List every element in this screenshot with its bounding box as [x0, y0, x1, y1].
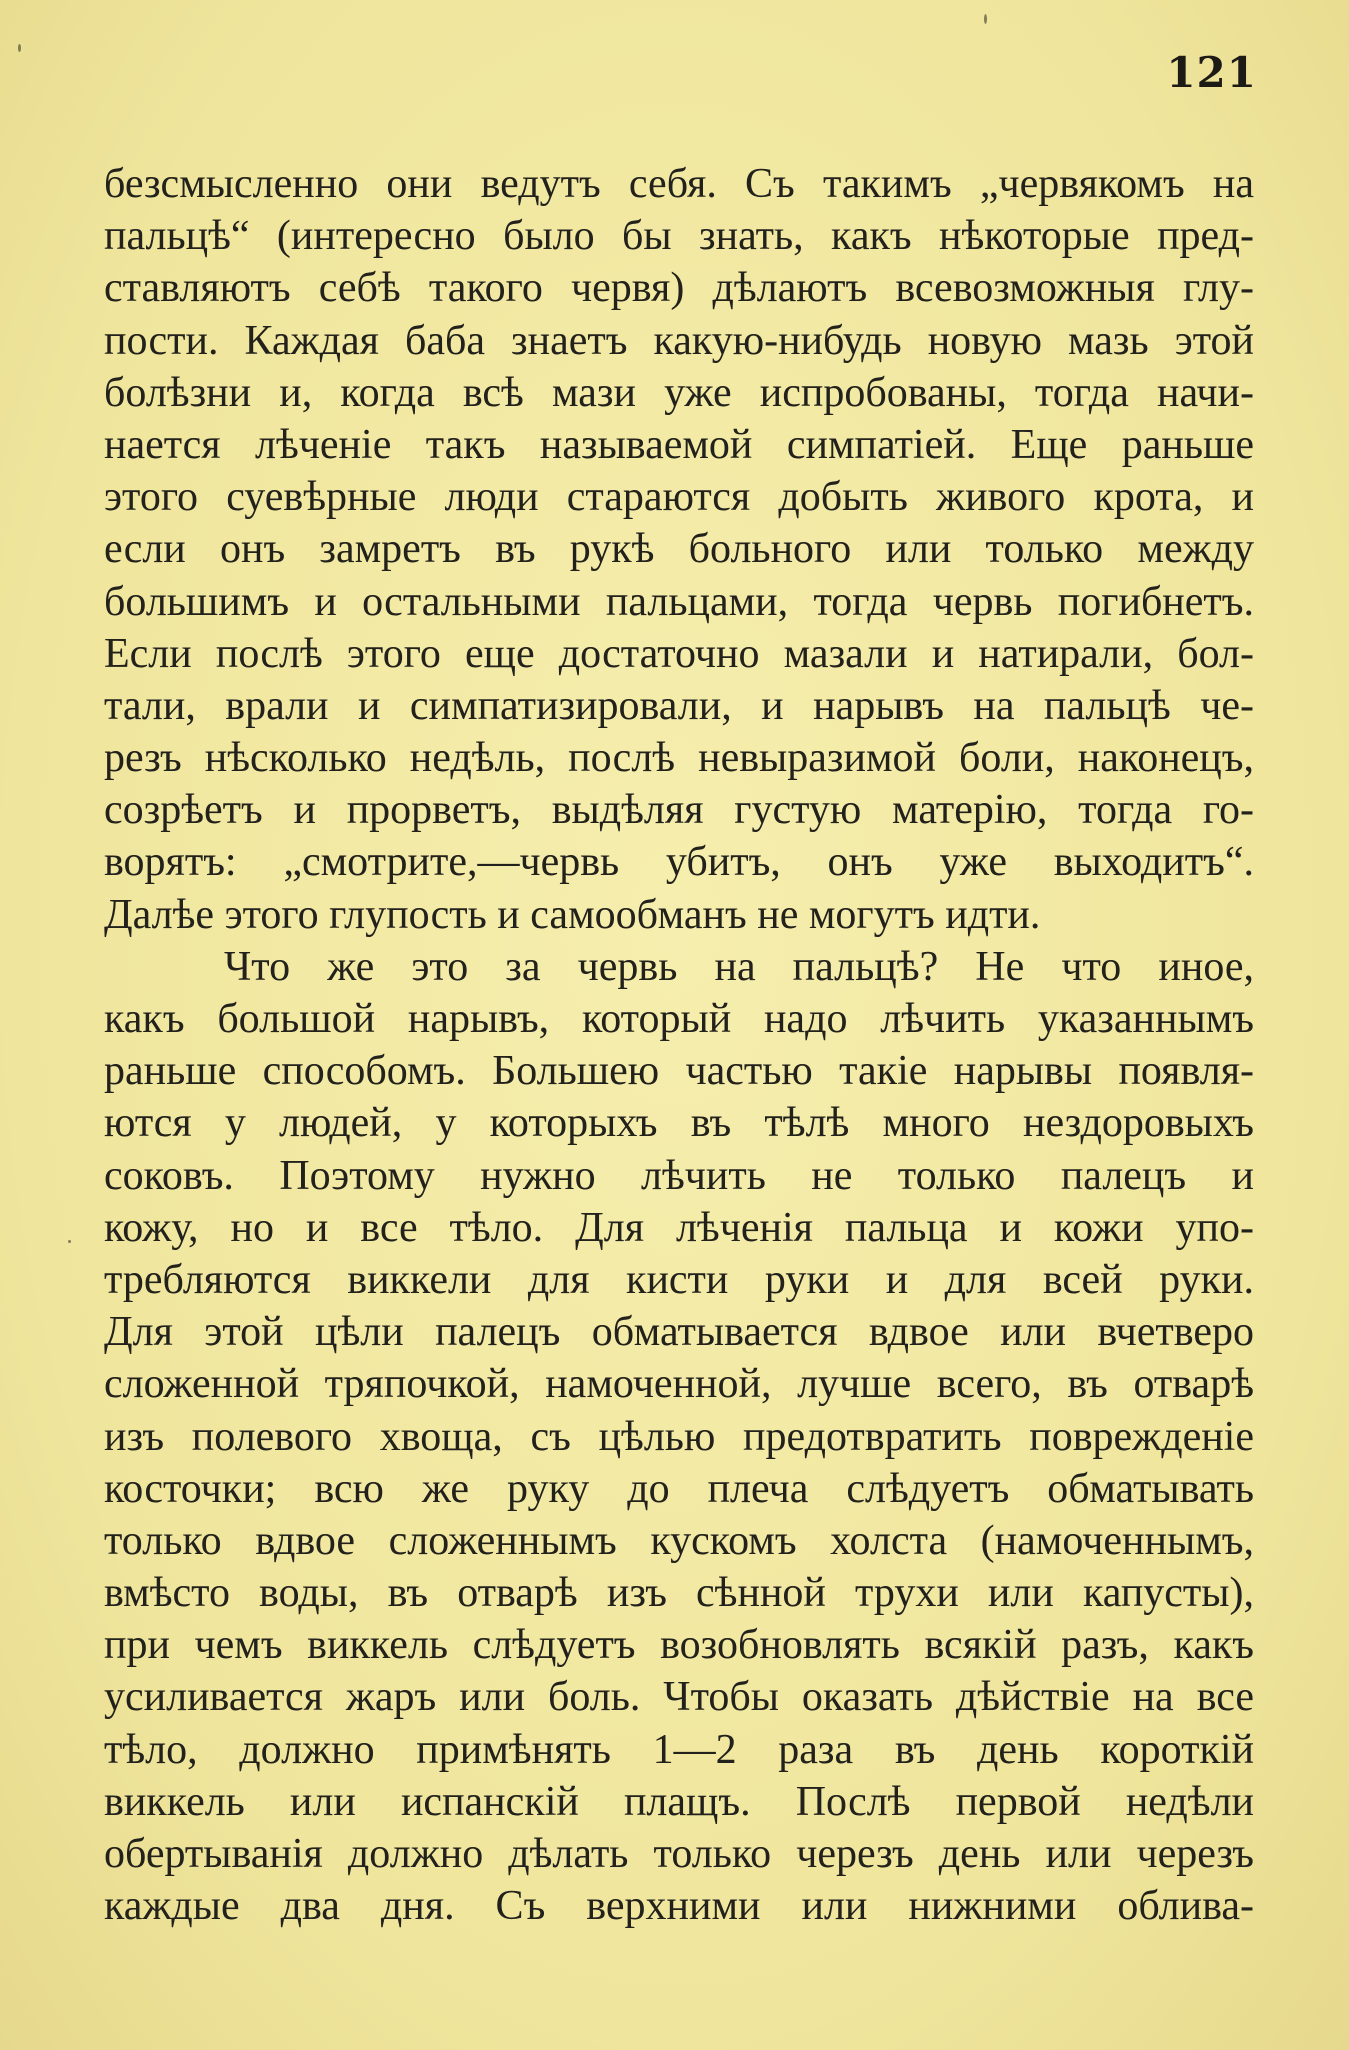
text-line: кожу, но и все тѣло. Для лѣченія пальца и кожи упо-: [104, 1204, 1254, 1251]
text-line: пости. Каждая баба знаетъ какую-нибудь новую мазь этой: [104, 317, 1254, 364]
paper-speck: [18, 44, 21, 52]
text-line: ставляютъ себѣ такого червя) дѣлаютъ всевозможныя глу-: [104, 265, 1254, 312]
text-line: этого суевѣрные люди стараются добыть живого крота, и: [104, 474, 1254, 521]
text-line: созрѣетъ и прорветъ, выдѣляя густую матерію, тогда го-: [104, 787, 1254, 834]
text-line: нается лѣченіе такъ называемой симпатіей. Еще раньше: [104, 421, 1254, 468]
page-number: 121: [1166, 48, 1257, 97]
text-line: ворятъ: „смотрите,—червь убитъ, онъ уже выходитъ“.: [104, 839, 1254, 886]
text-line: обертыванія должно дѣлать только черезъ день или черезъ: [104, 1831, 1254, 1877]
text-line: тали, врали и симпатизировали, и нарывъ на пальцѣ че-: [104, 682, 1254, 729]
text-line: виккель или испанскій плащъ. Послѣ первой недѣли: [104, 1778, 1254, 1825]
text-line: Что же это за червь на пальцѣ? Не что иное,: [224, 943, 1254, 990]
text-line: каждые два дня. Съ верхними или нижними облива-: [104, 1883, 1254, 1930]
text-line: Для этой цѣли палецъ обматывается вдвое или вчетверо: [104, 1309, 1254, 1356]
text-line: сложенной тряпочкой, намоченной, лучше всего, въ отварѣ: [104, 1361, 1254, 1408]
paper-speck: [984, 14, 987, 24]
text-line: большимъ и остальными пальцами, тогда червь погибнетъ.: [104, 578, 1254, 625]
text-line: какъ большой нарывъ, который надо лѣчить указаннымъ: [104, 996, 1254, 1042]
text-line: Если послѣ этого еще достаточно мазали и натирали, бол-: [104, 630, 1254, 677]
text-line: пальцѣ“ (интересно было бы знать, какъ нѣкоторые пред-: [104, 213, 1254, 260]
text-line: требляются виккели для кисти руки и для всей руки.: [104, 1256, 1254, 1303]
text-line: Далѣе этого глупость и самообманъ не могутъ идти.: [104, 891, 1041, 938]
text-line: резъ нѣсколько недѣль, послѣ невыразимой боли, наконецъ,: [104, 735, 1254, 782]
text-line: косточки; всю же руку до плеча слѣдуетъ обматывать: [104, 1465, 1254, 1512]
text-line: если онъ замретъ въ рукѣ больного или только между: [104, 526, 1254, 573]
text-line: изъ полевого хвоща, съ цѣлью предотвратить поврежденіе: [104, 1413, 1254, 1460]
text-line: только вдвое сложеннымъ кускомъ холста (намоченнымъ,: [104, 1517, 1254, 1564]
text-line: тѣло, должно примѣнять 1—2 раза въ день короткій: [104, 1726, 1254, 1773]
text-line: раньше способомъ. Большею частью такіе нарывы появля-: [104, 1048, 1254, 1095]
text-line: болѣзни и, когда всѣ мази уже испробованы, тогда начи-: [104, 369, 1254, 416]
text-line: ются у людей, у которыхъ въ тѣлѣ много нездоровыхъ: [104, 1100, 1254, 1147]
text-line: при чемъ виккель слѣдуетъ возобновлять всякій разъ, какъ: [104, 1622, 1254, 1669]
text-line: безсмысленно они ведутъ себя. Съ такимъ „червякомъ на: [104, 161, 1254, 207]
text-line: усиливается жаръ или боль. Чтобы оказать дѣйствіе на все: [104, 1674, 1254, 1721]
page-body-text: [104, 158, 1254, 1932]
text-line: соковъ. Поэтому нужно лѣчить не только палецъ и: [104, 1152, 1254, 1199]
paper-speck: [68, 1240, 71, 1243]
text-line: вмѣсто воды, въ отварѣ изъ сѣнной трухи или капусты),: [104, 1570, 1254, 1617]
